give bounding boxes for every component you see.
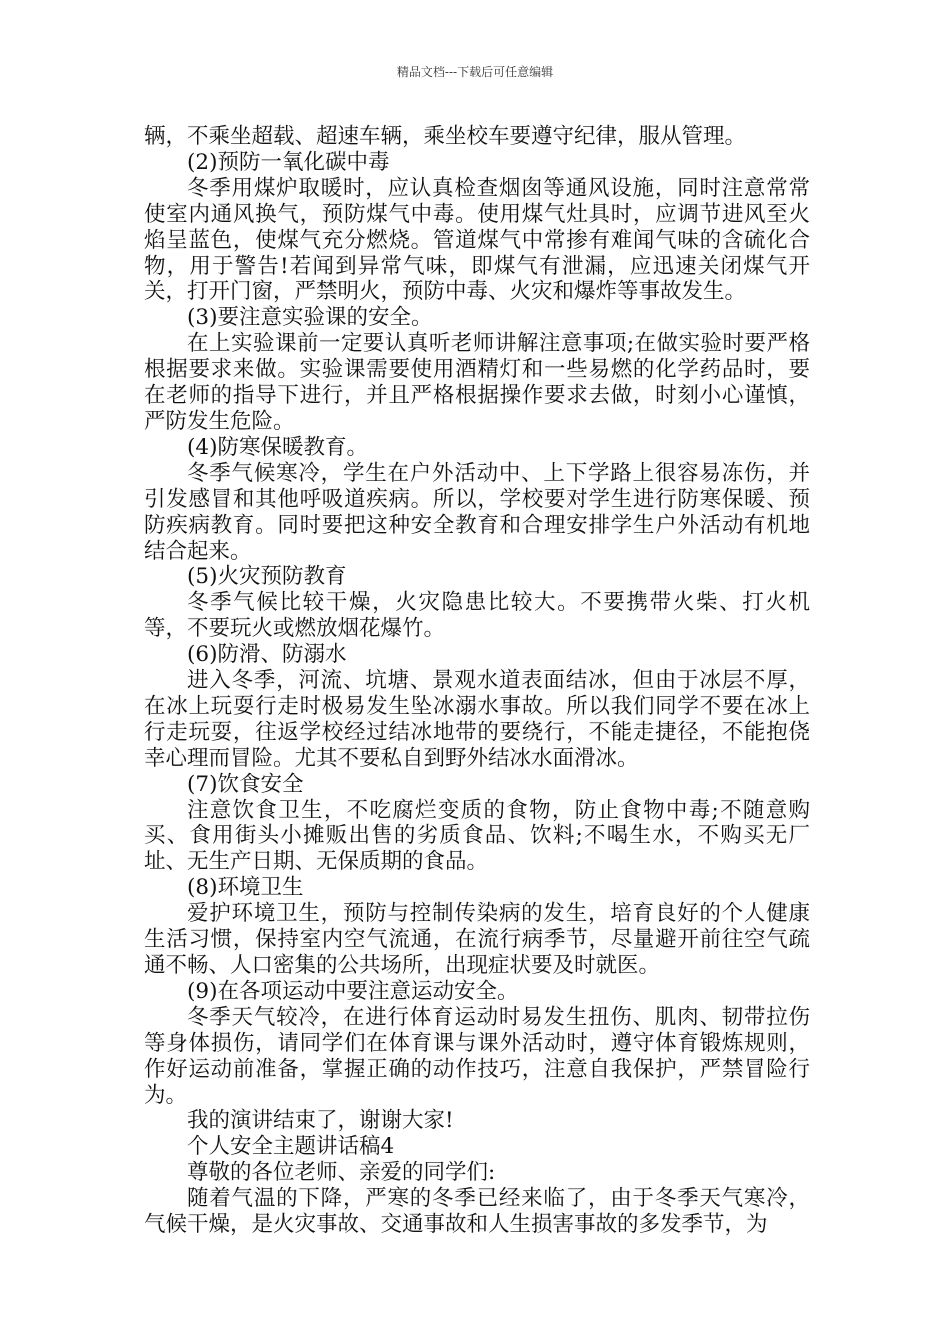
section-heading: (3)要注意实验课的安全。 — [187, 305, 433, 331]
page-header: 精品文档---下载后可任意编辑 — [396, 65, 554, 79]
section-heading: (8)环境卫生 — [187, 875, 304, 901]
paragraph: 进入冬季，河流、坑塘、景观水道表面结冰，但由于冰层不厚，在冰上玩耍行走时极易发生坠冰溺水事故。所以我们同学不要在冰上行走玩耍，往返学校经过结冰地带的要绕行，不能走捷径，不能抱侥幸心理而冒险。尤其不要私自到野外结冰水面滑冰。 — [144, 668, 810, 771]
paragraph: 冬季气候寒冷，学生在户外活动中、上下学路上很容易冻伤，并引发感冒和其他呼吸道疾病。所以，学校要对学生进行防寒保暖、预防疾病教育。同时要把这种安全教育和合理安排学生户外活动有机地结合起来。 — [144, 460, 810, 564]
section-heading: (4)防寒保暖教育。 — [187, 434, 368, 460]
paragraph: 注意饮食卫生，不吃腐烂变质的食物，防止食物中毒;不随意购买、食用街头小摊贩出售的劣质食品、饮料;不喝生水，不购买无厂址、无生产日期、无保质期的食品。 — [144, 797, 810, 875]
document-body — [144, 124, 810, 1238]
closing-line: 我的演讲结束了，谢谢大家! — [187, 1108, 454, 1134]
section-heading: (5)火灾预防教育 — [187, 564, 347, 590]
paragraph: 爱护环境卫生，预防与控制传染病的发生，培育良好的个人健康生活习惯，保持室内空气流通，在流行病季节，尽量避开前往空气疏通不畅、人口密集的公共场所，出现症状要及时就医。 — [144, 901, 810, 978]
paragraph: 冬季天气较冷，在进行体育运动时易发生扭伤、肌肉、韧带拉伤等身体损伤，请同学们在体育课与课外活动时，遵守体育锻炼规则，作好运动前准备，掌握正确的动作技巧，注意自我保护，严禁冒险行为。 — [144, 1004, 810, 1108]
paragraph: 在上实验课前一定要认真听老师讲解注意事项;在做实验时要严格根据要求来做。实验课需要使用酒精灯和一些易燃的化学药品时，要在老师的指导下进行，并且严格根据操作要求去做，时刻小心谨慎，严防发生危险。 — [144, 331, 810, 434]
paragraph: 辆，不乘坐超载、超速车辆，乘坐校车要遵守纪律，服从管理。 — [144, 124, 747, 149]
paragraph: 冬季气候比较干燥，火灾隐患比较大。不要携带火柴、打火机等，不要玩火或燃放烟花爆竹。 — [144, 590, 810, 642]
section-heading: (2)预防一氧化碳中毒 — [187, 149, 390, 175]
section-heading: (7)饮食安全 — [187, 771, 304, 797]
paragraph: 冬季用煤炉取暖时，应认真检查烟囱等通风设施，同时注意常常使室内通风换气，预防煤气中毒。使用煤气灶具时，应调节进风至火焰呈蓝色，使煤气充分燃烧。管道煤气中常掺有难闻气味的含硫化合物，用于警告!若闻到异常气味，即煤气有泄漏，应迅速关闭煤气开关，打开门窗，严禁明火，预防中毒、火灾和爆炸等事故发生。 — [144, 175, 810, 305]
section-heading: (9)在各项运动中要注意运动安全。 — [187, 978, 519, 1004]
salutation: 尊敬的各位老师、亲爱的同学们: — [187, 1160, 496, 1186]
section-heading: (6)防滑、防溺水 — [187, 642, 347, 668]
paragraph: 随着气温的下降，严寒的冬季已经来临了，由于冬季天气寒冷，气候干燥，是火灾事故、交通事故和人生损害事故的多发季节，为 — [144, 1186, 810, 1238]
speech-title: 个人安全主题讲话稿4 — [187, 1134, 395, 1160]
